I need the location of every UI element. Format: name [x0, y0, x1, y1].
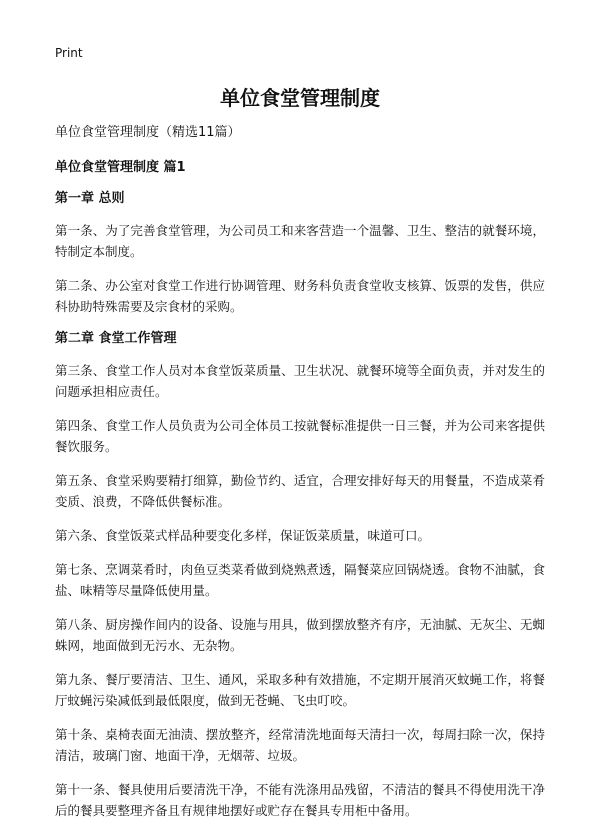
article-paragraph: 第三条、食堂工作人员对本食堂饭菜质量、卫生状况、就餐环境等全面负责，并对发生的问题承担相应责任。 [55, 363, 545, 399]
section-heading: 单位食堂管理制度 篇1 [55, 160, 186, 175]
article-paragraph: 第四条、食堂工作人员负责为公司全体员工按就餐标准提供一日三餐，并为公司来客提供餐饮服务。 [55, 418, 545, 454]
article-paragraph: 第二条、办公室对食堂工作进行协调管理、财务科负责食堂收支核算、饭票的发售，供应科协助特殊需要及宗食材的采购。 [55, 278, 545, 314]
document-title: 单位食堂管理制度 [220, 86, 380, 110]
article-paragraph: 第五条、食堂采购要精打细算，勤俭节约、适宜，合理安排好每天的用餐量，不造成菜肴变质、浪费，不降低供餐标准。 [55, 473, 545, 509]
chapter-heading: 第一章 总则 [55, 191, 125, 206]
article-paragraph: 第七条、烹调菜肴时，肉鱼豆类菜肴做到烧熟煮透，隔餐菜应回锅烧透。食物不油腻，食盐、味精等尽量降低使用量。 [55, 562, 545, 598]
article-paragraph: 第十条、桌椅表面无油渍、摆放整齐，经常清洗地面每天清扫一次，每周扫除一次，保持清洁，玻璃门窗、地面干净，无烟蒂、垃圾。 [55, 727, 545, 763]
document-subtitle: 单位食堂管理制度（精选11篇） [55, 125, 241, 140]
article-paragraph: 第八条、厨房操作间内的设备、设施与用具，做到摆放整齐有序，无油腻、无灰尘、无蜘蛛网，地面做到无污水、无杂物。 [55, 617, 545, 653]
article-paragraph: 第十一条、餐具使用后要清洗干净，不能有洗涤用品残留，不清洁的餐具不得使用洗干净后的餐具要整理齐备且有规律地摆好或贮存在餐具专用柜中备用。 [55, 782, 545, 818]
chapter-heading: 第二章 食堂工作管理 [55, 331, 177, 346]
print-label: Print [55, 46, 83, 60]
article-paragraph: 第六条、食堂饭菜式样品种要变化多样，保证饭菜质量，味道可口。 [55, 528, 431, 543]
article-paragraph: 第一条、为了完善食堂管理，为公司员工和来客营造一个温馨、卫生、整洁的就餐环境，特制定本制度。 [55, 223, 545, 259]
article-paragraph: 第九条、餐厅要清洁、卫生、通风，采取多种有效措施，不定期开展消灭蚊蝇工作，将餐厅蚊蝇污染减低到最低限度，做到无苍蝇、飞虫叮咬。 [55, 672, 545, 708]
